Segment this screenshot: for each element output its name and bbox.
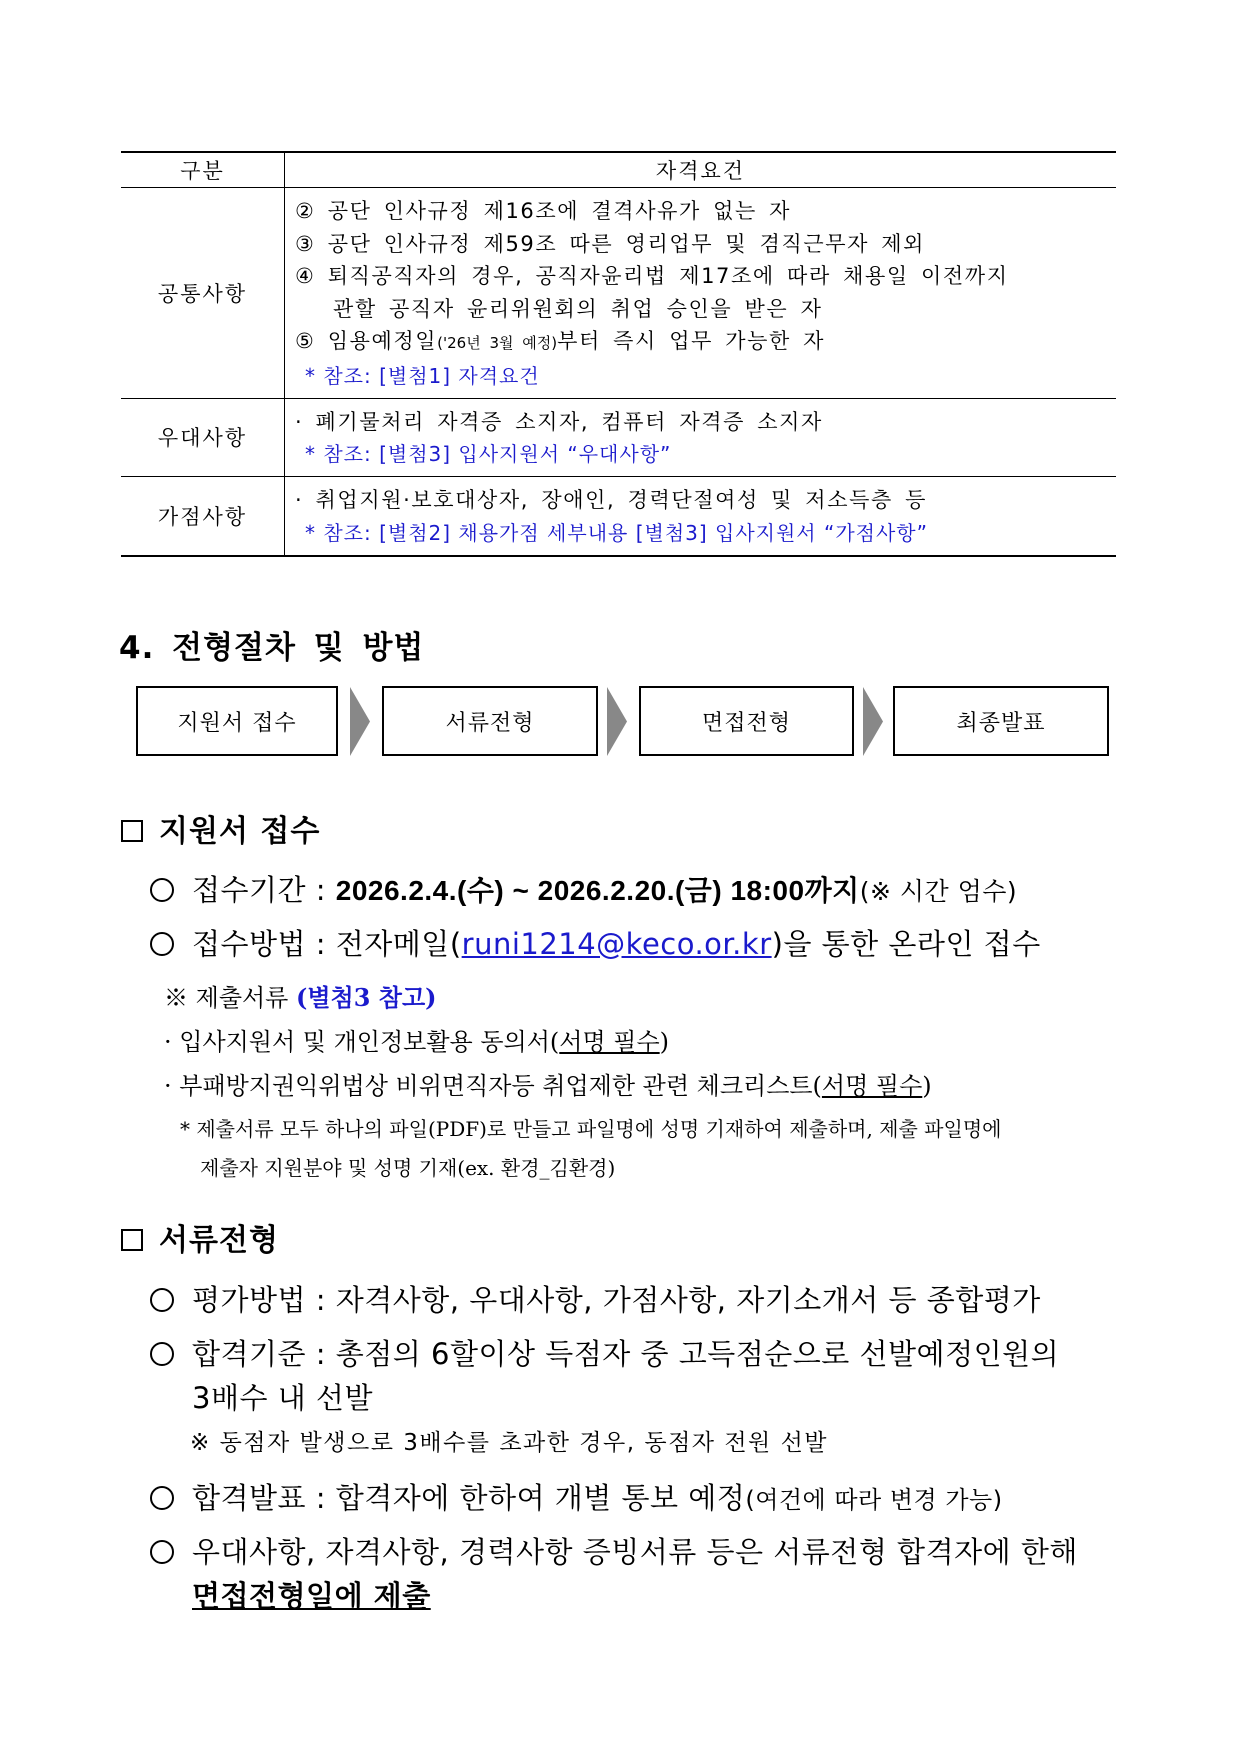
pass-criteria: 합격기준 : 총점의 6할이상 득점자 중 고득점순으로 선발예정인원의 xyxy=(150,1332,1059,1373)
table-row xyxy=(121,398,1116,477)
requirement-line: · 취업지원·보호대상자, 장애인, 경력단절여성 및 저소득층 등 xyxy=(295,488,928,512)
circle-bullet-icon xyxy=(150,1540,174,1564)
subsection-title: 지원서 접수 xyxy=(121,806,320,850)
reference-note: * 참조: [별첨2] 채용가점 세부내용 [별첨3] 입사지원서 “가점사항” xyxy=(305,520,928,545)
circle-bullet-icon xyxy=(150,878,174,902)
document-item: · 부패방지권익위법상 비위면직자등 취업제한 관련 체크리스트(서명 필수) xyxy=(164,1072,932,1100)
process-step: 면접전형 xyxy=(639,686,854,756)
requirement-line: ③ 공단 인사규정 제59조 따른 영리업무 및 겸직근무자 제외 xyxy=(295,231,926,256)
tie-note: ※ 동점자 발생으로 3배수를 초과한 경우, 동점자 전원 선발 xyxy=(190,1430,829,1456)
table-row xyxy=(121,477,1116,556)
requirement-line: ④ 퇴직공직자의 경우, 공직자윤리법 제17조에 따라 채용일 이전까지 xyxy=(295,264,1009,288)
process-step: 최종발표 xyxy=(893,686,1109,756)
table-row xyxy=(121,188,1116,399)
evaluation-method: 평가방법 : 자격사항, 우대사항, 가점사항, 자기소개서 등 종합평가 xyxy=(150,1278,1041,1319)
pass-criteria-cont: 3배수 내 선발 xyxy=(192,1381,373,1415)
row-category: 가점사항 xyxy=(121,477,285,556)
circle-bullet-icon xyxy=(150,932,174,956)
process-step: 서류전형 xyxy=(382,686,598,756)
section-title: 4. 전형절차 및 방법 xyxy=(119,630,425,666)
chevron-right-icon xyxy=(863,687,883,756)
requirement-line: ⑤ 임용예정일('26년 3월 예정)부터 즉시 업무 가능한 자 xyxy=(295,329,826,353)
row-category: 공통사항 xyxy=(121,188,285,399)
header-category: 구분 xyxy=(121,152,285,188)
row-content xyxy=(285,477,1117,556)
circle-bullet-icon xyxy=(150,1288,174,1312)
document-item: · 입사지원서 및 개인정보활용 동의서(서명 필수) xyxy=(164,1028,670,1056)
file-note-line: * 제출서류 모두 하나의 파일(PDF)로 만들고 파일명에 성명 기재하여 제출하며, 제출 파일명에 xyxy=(180,1117,1002,1141)
process-step: 지원서 접수 xyxy=(136,686,338,756)
application-period: 접수기간 : 2026.2.4.(수) ~ 2026.2.20.(금) 18:00까지(※ 시간 엄수) xyxy=(150,868,1017,909)
chevron-right-icon xyxy=(607,687,627,756)
checkbox-square-icon xyxy=(121,820,143,842)
requirement-line: ② 공단 인사규정 제16조에 결격사유가 없는 자 xyxy=(295,199,792,223)
application-method: 접수방법 : 전자메일(runi1214@keco.or.kr)을 통한 온라인 접수 xyxy=(150,922,1041,963)
reference-note: * 참조: [별첨1] 자격요건 xyxy=(305,363,540,388)
row-content xyxy=(285,398,1117,477)
subsection-title: 서류전형 xyxy=(121,1215,279,1259)
file-note-line: 제출자 지원분야 및 성명 기재(ex. 환경_김환경) xyxy=(200,1156,616,1180)
row-content xyxy=(285,188,1117,399)
qualification-table xyxy=(121,151,1116,557)
header-requirements: 자격요건 xyxy=(285,152,1117,188)
pass-announcement: 합격발표 : 합격자에 한하여 개별 통보 예정(여건에 따라 변경 가능) xyxy=(150,1476,1003,1517)
checkbox-square-icon xyxy=(121,1229,143,1251)
documents-note: ※ 제출서류 (별첨3 참고) xyxy=(164,983,437,1012)
reference-note: * 참조: [별첨3] 입사지원서 “우대사항” xyxy=(305,442,672,466)
circle-bullet-icon xyxy=(150,1486,174,1510)
document-submission: 우대사항, 자격사항, 경력사항 증빙서류 등은 서류전형 합격자에 한해 xyxy=(150,1530,1078,1571)
requirement-line: 관할 공직자 윤리위원회의 취업 승인을 받은 자 xyxy=(333,296,823,321)
chevron-right-icon xyxy=(350,687,370,756)
submission-deadline: 면접전형일에 제출 xyxy=(192,1579,431,1613)
requirement-line: · 폐기물처리 자격증 소지자, 컴퓨터 자격증 소지자 xyxy=(295,409,823,434)
email-link[interactable]: runi1214@keco.or.kr xyxy=(461,927,772,961)
row-category: 우대사항 xyxy=(121,398,285,477)
circle-bullet-icon xyxy=(150,1342,174,1366)
